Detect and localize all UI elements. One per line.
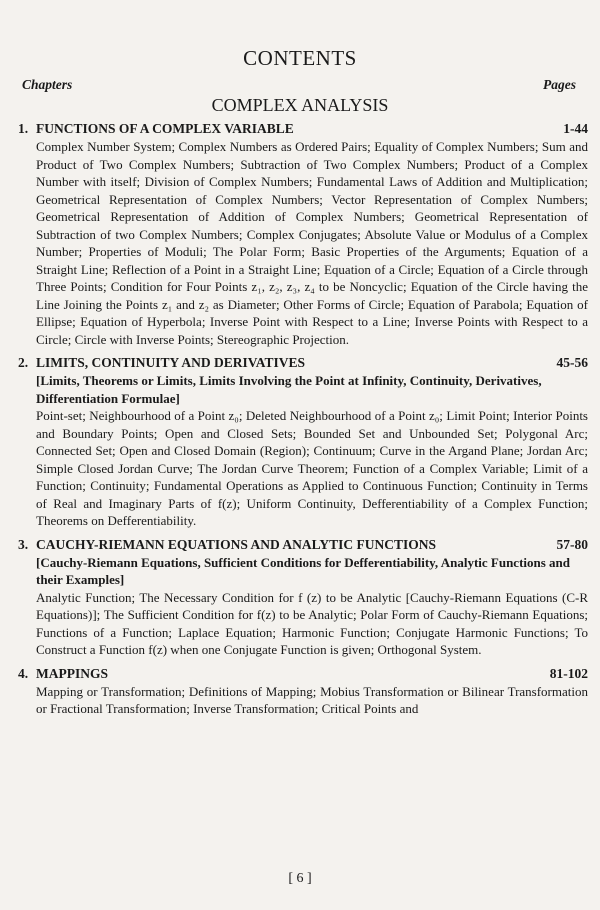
chapter-number: 3. — [18, 536, 29, 552]
chapter-topics: Point-set; Neighbourhood of a Point z₀; Deleted Neighbourhood of a Point z₀; Limit Point; Interior Points and Boundary Points; Open and Closed Sets; Bounded Set and Unbounded Set; Polygonal Arc; Connected Set; Open and Closed Domain (Region); Continuum; Curve in the Argand Plane; Jordan Arc; Simple Closed Jordan Curve; The Jordan Curve Theorem; Function of a Complex Variable; Limit of a Function; Continuity; Fundamental Operations as Applied to Continuous Function; Continuity in Terms of Real and Imaginary Parts of f(z); Uniform Continuity, Defferentiability of a Complex Function; Theorems on Defferentiability. — [36, 408, 588, 528]
chapter-heading — [18, 120, 588, 138]
chapter-number: 1. — [18, 121, 29, 136]
pages-label: Pages — [543, 77, 576, 92]
chapter-entry-4 — [18, 665, 588, 718]
chapter-entry-1 — [18, 120, 588, 348]
chapter-topics: Mapping or Transformation; Definitions of Mapping; Mobius Transformation or Bilinear Transformation or Fractional Transformation; Inverse Transformation; Critical Points and — [36, 683, 588, 716]
chapter-title: MAPPINGS — [36, 665, 108, 681]
part-title: COMPLEX ANALYSIS — [211, 95, 389, 115]
chapter-pages: 45-56 — [556, 355, 588, 370]
chapter-heading — [18, 536, 588, 554]
chapter-title: LIMITS, CONTINUITY AND DERIVATIVES — [36, 355, 306, 370]
chapter-subtitle: [Cauchy-Riemann Equations, Sufficient Conditions for Defferentiability, Analytic Functions and their Examples] — [36, 554, 571, 587]
chapter-pages: 57-80 — [556, 536, 588, 552]
chapter-pages: 81-102 — [549, 665, 588, 681]
page-title: CONTENTS — [243, 46, 357, 70]
chapter-heading — [18, 354, 588, 372]
chapter-topics: Analytic Function; The Necessary Condition for f (z) to be Analytic [Cauchy-Riemann Equations (C-R Equations)]; The Sufficient Condition for f(z) to be Analytic; Polar Form of Cauchy-Riemann Equations; Functions of a Function; Laplace Equation; Harmonic Function; Conjugate Harmonic Functions; To Construct a Function f(z) when one Conjugate Function is given; Orthogonal System. — [36, 589, 588, 657]
chapter-title: CAUCHY-RIEMANN EQUATIONS AND ANALYTIC FUNCTIONS — [36, 536, 437, 552]
page-number: [ 6 ] — [288, 871, 312, 886]
chapter-title: FUNCTIONS OF A COMPLEX VARIABLE — [36, 121, 294, 136]
chapter-list — [18, 120, 588, 724]
chapter-number: 2. — [18, 355, 29, 370]
chapter-entry-3 — [18, 536, 588, 659]
chapter-topics: Complex Number System; Complex Numbers as Ordered Pairs; Equality of Complex Numbers; Sum and Product of Two Complex Numbers; Subtraction of Two Complex Numbers; Product of a Complex Number with itself; Division of Complex Numbers; Fundamental Laws of Addition and Multiplication; Geometrical Representation of Complex Numbers; Vector Representation of Complex Numbers; Geometrical Representation of Addition of Complex Numbers; Geometrical Representation of Subtraction of two Complex Numbers; Complex Conjugates; Absolute Value or Modulus of a Complex Number; Properties of Moduli; The Polar Form; Basic Properties of the Arguments; Equation of a Straight Line; Reflection of a Point in a Straight Line; Equation of a Circle; Equation of a Circle through Three Points; Condition for Four Points z₁, z₂, z₃, z₄ to be Noncyclic; Equation of the Circle having the Line Joining the Points z₁ and z₂ as Diameter; Other Forms of Circle; Equation of Parabola; Equation of Ellipse; Equation of Hyperbola; Inverse Point with Respect to a Line; Inverse Points with Respect to a Circle; Circle with Inverse Points; Stereographic Projection. — [36, 139, 588, 347]
chapter-entry-2 — [18, 354, 588, 530]
chapter-subtitle: [Limits, Theorems or Limits, Limits Involving the Point at Infinity, Continuity, Derivatives, Differentiation Formulae] — [36, 373, 542, 406]
chapters-label: Chapters — [22, 77, 73, 92]
chapter-heading — [18, 665, 588, 683]
chapter-pages: 1-44 — [563, 121, 588, 136]
chapter-number: 4. — [18, 665, 29, 681]
